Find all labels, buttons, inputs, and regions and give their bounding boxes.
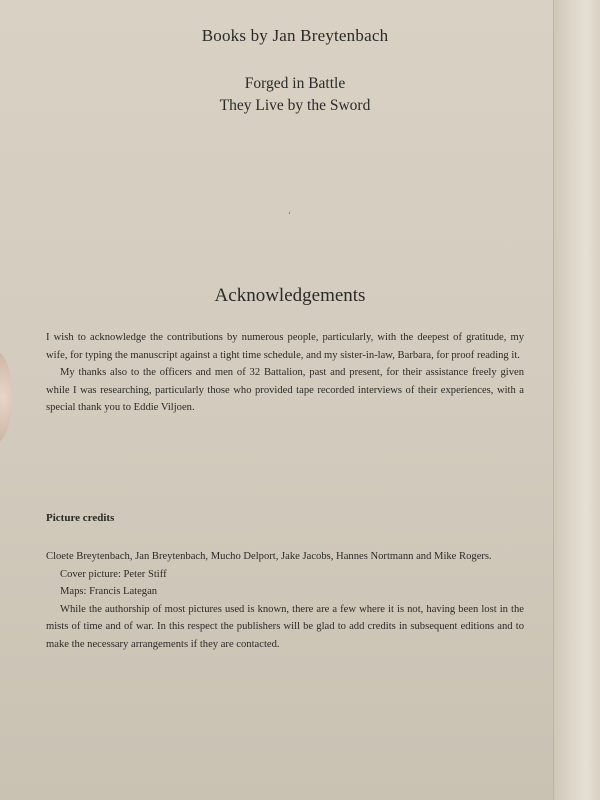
picture-credits-text (46, 548, 524, 653)
acknowledgements-text (46, 329, 524, 417)
books-heading: Books by Jan Breytenbach (201, 26, 389, 45)
page-edge (553, 0, 600, 800)
credits-paragraph-1: Cloete Breytenbach, Jan Breytenbach, Mucho Delport, Jake Jacobs, Hannes Nortmann and Mike Rogers. (46, 551, 492, 562)
credits-paragraph-3: Maps: Francis Lategan (60, 586, 158, 597)
credits-paragraph-2: Cover picture: Peter Stiff (60, 568, 167, 580)
picture-credits-heading: Picture credits (46, 512, 115, 524)
book-title-2: They Live by the Sword (219, 97, 371, 114)
acknowledgements-heading: Acknowledgements (214, 285, 366, 306)
acknowledgements-paragraph-1: I wish to acknowledge the contributions by numerous people, particularly, with the deepest of gratitude, my wife, for typing the manuscript against a tight time schedule, and my sister-in-law, Barbara, for proof reading it. (46, 332, 524, 361)
books-list (0, 73, 590, 117)
acknowledgements-paragraph-2: My thanks also to the officers and men of 32 Battalion, past and present, for their assistance freely given while I was researching, particularly those who provided tape recorded interviews of their experiences, with a special thank you to Eddie Viljoen. (46, 367, 524, 413)
page-speck: ‘ (288, 210, 291, 220)
book-title-1: Forged in Battle (244, 75, 346, 92)
credits-paragraph-4: While the authorship of most pictures used is known, there are a few where it is not, having been lost in the mists of time and of war. In this respect the publishers will be glad to add credits in subsequent editions and to make the necessary arrangements if they are contacted. (46, 603, 524, 650)
